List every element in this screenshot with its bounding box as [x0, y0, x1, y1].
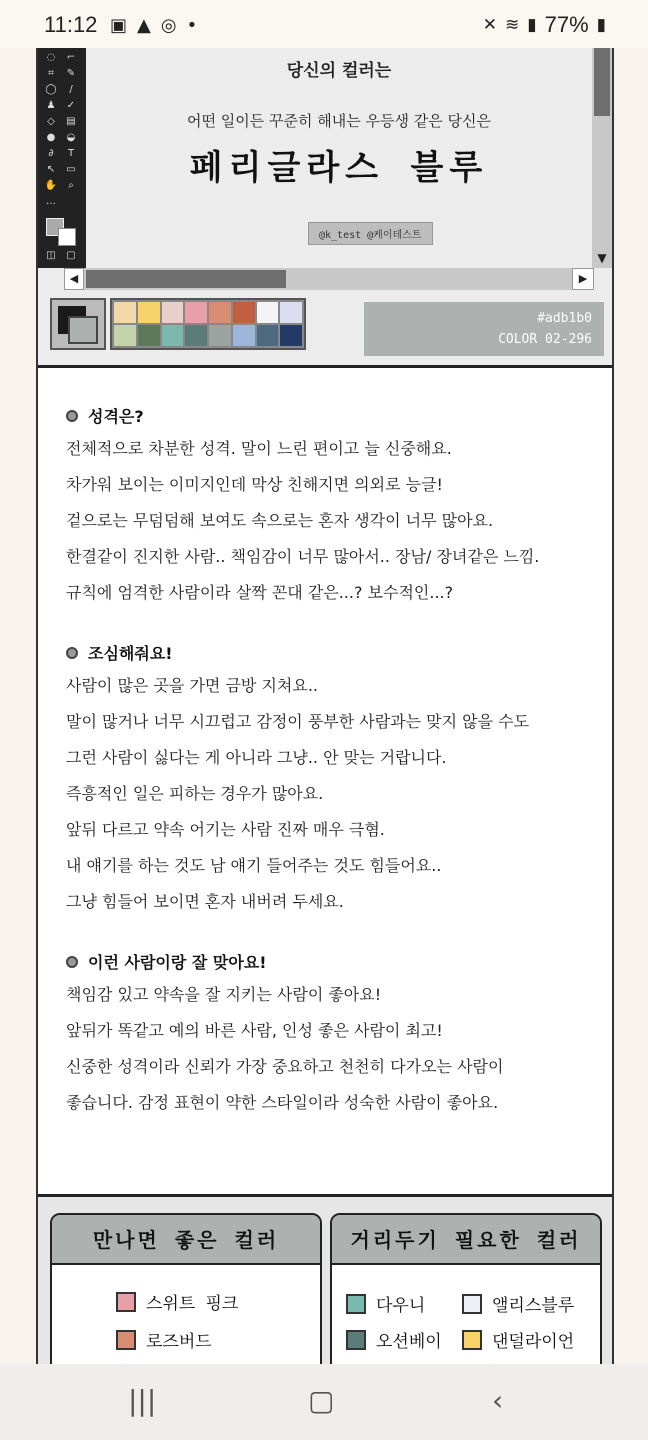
section-title: 이런 사람이랑 잘 맞아요! — [88, 953, 267, 972]
section-personality — [66, 404, 596, 611]
more-tools-icon: … — [46, 196, 56, 207]
header-canvas — [86, 48, 592, 268]
palette-swatch — [280, 325, 302, 346]
hand-tool-icon: ✋ — [44, 180, 58, 191]
rect-tool-icon: ▭ — [66, 164, 76, 175]
bad-color-item: 다우니 — [346, 1291, 425, 1316]
bad-colors-title: 거리두기 필요한 컬러 — [332, 1215, 600, 1265]
bad-colors-box — [330, 1213, 602, 1364]
blur-tool-icon: ● — [46, 132, 56, 143]
result-header — [38, 48, 612, 368]
color-name-title: 페리글라스 블루 — [189, 148, 489, 188]
palette-swatch — [185, 325, 207, 346]
palette-swatch — [233, 325, 255, 346]
horizontal-scroll-thumb[interactable] — [86, 270, 286, 288]
bullet-icon — [66, 647, 78, 659]
palette-swatch — [162, 302, 184, 323]
foreground-background-swatch — [50, 298, 106, 350]
section-caution — [66, 641, 596, 920]
history-tool-icon: ✓ — [66, 100, 76, 111]
text-line: 차가워 보이는 이미지인데 막상 친해지면 의외로 능글! — [66, 475, 443, 494]
stamp-tool-icon: ♟ — [46, 100, 56, 111]
palette-swatch — [257, 325, 279, 346]
quickmask-icon: ◫ — [46, 250, 56, 261]
instagram-icon: ◎ — [160, 15, 177, 36]
section-title: 조심해줘요! — [88, 644, 173, 663]
color-match-area — [38, 1194, 612, 1364]
palette-swatch — [209, 325, 231, 346]
battery-level: 77% — [544, 12, 589, 37]
description-content — [66, 404, 596, 1121]
wifi-icon: ≋ — [504, 15, 520, 34]
horizontal-scrollbar[interactable] — [64, 268, 594, 290]
color-chip — [346, 1330, 366, 1350]
ellipse-tool-icon: ◯ — [45, 84, 57, 95]
text-line: 말이 많거나 너무 시끄럽고 감정이 풍부한 사람과는 맞지 않을 수도 — [66, 712, 530, 731]
text-line: 겉으로는 무덤덤해 보여도 속으로는 혼자 생각이 너무 많아요. — [66, 511, 494, 530]
vertical-scrollbar[interactable] — [592, 48, 612, 268]
color-chip — [116, 1330, 136, 1350]
pen-tool-icon: ✎ — [66, 68, 76, 79]
status-bar — [0, 0, 648, 48]
eraser-tool-icon: ◇ — [47, 116, 55, 127]
text-line: 앞뒤 다르고 약속 어기는 사람 진짜 매우 극혐. — [66, 820, 385, 839]
screenmode-icon: ▢ — [66, 250, 76, 261]
bullet-icon — [66, 410, 78, 422]
text-line: 신중한 성격이라 신뢰가 가장 중요하고 천천히 다가오는 사람이 — [66, 1057, 504, 1076]
alert-icon: ▲ — [137, 15, 151, 36]
palette-swatch — [185, 302, 207, 323]
text-line: 그런 사람이 싫다는 게 아니라 그냥.. 안 맞는 거랍니다. — [66, 748, 447, 767]
palette-swatch — [114, 325, 136, 346]
dot-icon: • — [186, 15, 198, 36]
vertical-scroll-thumb[interactable] — [594, 48, 610, 116]
text-line: 책임감 있고 약속을 잘 지키는 사람이 좋아요! — [66, 985, 382, 1004]
palette-swatch — [209, 302, 231, 323]
text-line: 규칙에 엄격한 사람이라 살짝 꼰대 같은...? 보수적인...? — [66, 583, 454, 602]
zoom-tool-icon: ⌕ — [68, 180, 74, 191]
scroll-left-icon[interactable]: ◀ — [64, 268, 84, 290]
select-tool-icon: ↖ — [46, 164, 56, 175]
palette-swatch — [233, 302, 255, 323]
result-subtitle: 어떤 일이든 꾸준히 해내는 우등생 같은 당신은 — [187, 112, 491, 130]
text-line: 즉흥적인 일은 피하는 경우가 많아요. — [66, 784, 324, 803]
lasso-tool-icon: ◌ — [46, 52, 56, 63]
section-title: 성격은? — [88, 407, 144, 426]
text-line: 그냥 힘들어 보이면 혼자 내버려 두세요. — [66, 892, 344, 911]
good-colors-title: 만나면 좋은 컬러 — [52, 1215, 320, 1265]
palette-swatch — [280, 302, 302, 323]
text-line: 한결같이 진지한 사람.. 책임감이 너무 많아서.. 장남/ 장녀같은 느낌. — [66, 547, 540, 566]
signal-icon: ▮ — [527, 15, 537, 34]
image-icon: ▣ — [110, 15, 128, 36]
text-line: 전체적으로 차분한 성격. 말이 느린 편이고 늘 신중해요. — [66, 439, 452, 458]
palette-swatches — [110, 298, 306, 350]
good-colors-box — [50, 1213, 322, 1364]
color-code: COLOR 02-296 — [498, 332, 592, 347]
result-page — [36, 48, 614, 1364]
back-button[interactable]: ‹ — [492, 1384, 504, 1417]
bad-color-item: 오션베이 — [346, 1327, 442, 1352]
mute-icon: ✕ — [482, 15, 497, 34]
background-color-icon — [58, 228, 76, 246]
eyedropper-tool-icon: ⌐ — [66, 52, 76, 63]
color-chip — [346, 1294, 366, 1314]
color-chip — [116, 1292, 136, 1312]
battery-icon: ▮ — [596, 15, 606, 34]
bad-color-item: 앨리스블루 — [462, 1291, 574, 1316]
section-match — [66, 950, 596, 1121]
text-tool-icon: T — [67, 148, 75, 159]
home-button[interactable]: ▢ — [308, 1384, 335, 1417]
bullet-icon — [66, 956, 78, 968]
status-time: 11:12 — [44, 12, 98, 37]
palette-swatch — [162, 325, 184, 346]
path-tool-icon: ∂ — [48, 148, 54, 159]
scroll-right-icon[interactable]: ▶ — [572, 268, 594, 290]
result-label: 당신의 컬러는 — [286, 61, 392, 81]
text-line: 앞뒤가 똑같고 예의 바른 사람, 인성 좋은 사람이 최고! — [66, 1021, 443, 1040]
palette-swatch — [114, 302, 136, 323]
scroll-down-icon[interactable]: ▼ — [592, 248, 612, 268]
color-hex: #adb1b0 — [537, 311, 592, 326]
tool-panel — [38, 48, 86, 268]
brush-tool-icon: / — [69, 84, 73, 95]
palette-swatch — [257, 302, 279, 323]
color-chip — [462, 1294, 482, 1314]
palette-swatch — [138, 302, 160, 323]
credit-tag: @k_test @케이테스트 — [308, 222, 433, 245]
gradient-tool-icon: ▤ — [66, 116, 76, 127]
good-color-item: 로즈버드 — [116, 1327, 212, 1352]
text-line: 내 얘기를 하는 것도 남 얘기 들어주는 것도 힘들어요.. — [66, 856, 442, 875]
navigation-bar — [0, 1364, 648, 1440]
bad-color-item: 댄덜라이언 — [462, 1327, 574, 1352]
text-line: 사람이 많은 곳을 가면 금방 지쳐요.. — [66, 676, 318, 695]
dodge-tool-icon: ◒ — [66, 132, 76, 143]
crop-tool-icon: ⌗ — [48, 68, 54, 79]
color-chip — [462, 1330, 482, 1350]
recent-apps-button[interactable]: ||| — [128, 1384, 157, 1417]
text-line: 좋습니다. 감정 표현이 약한 스타일이라 성숙한 사람이 좋아요. — [66, 1093, 499, 1112]
color-code-box — [364, 302, 604, 356]
good-color-item: 스위트 핑크 — [116, 1289, 238, 1314]
palette-swatch — [138, 325, 160, 346]
